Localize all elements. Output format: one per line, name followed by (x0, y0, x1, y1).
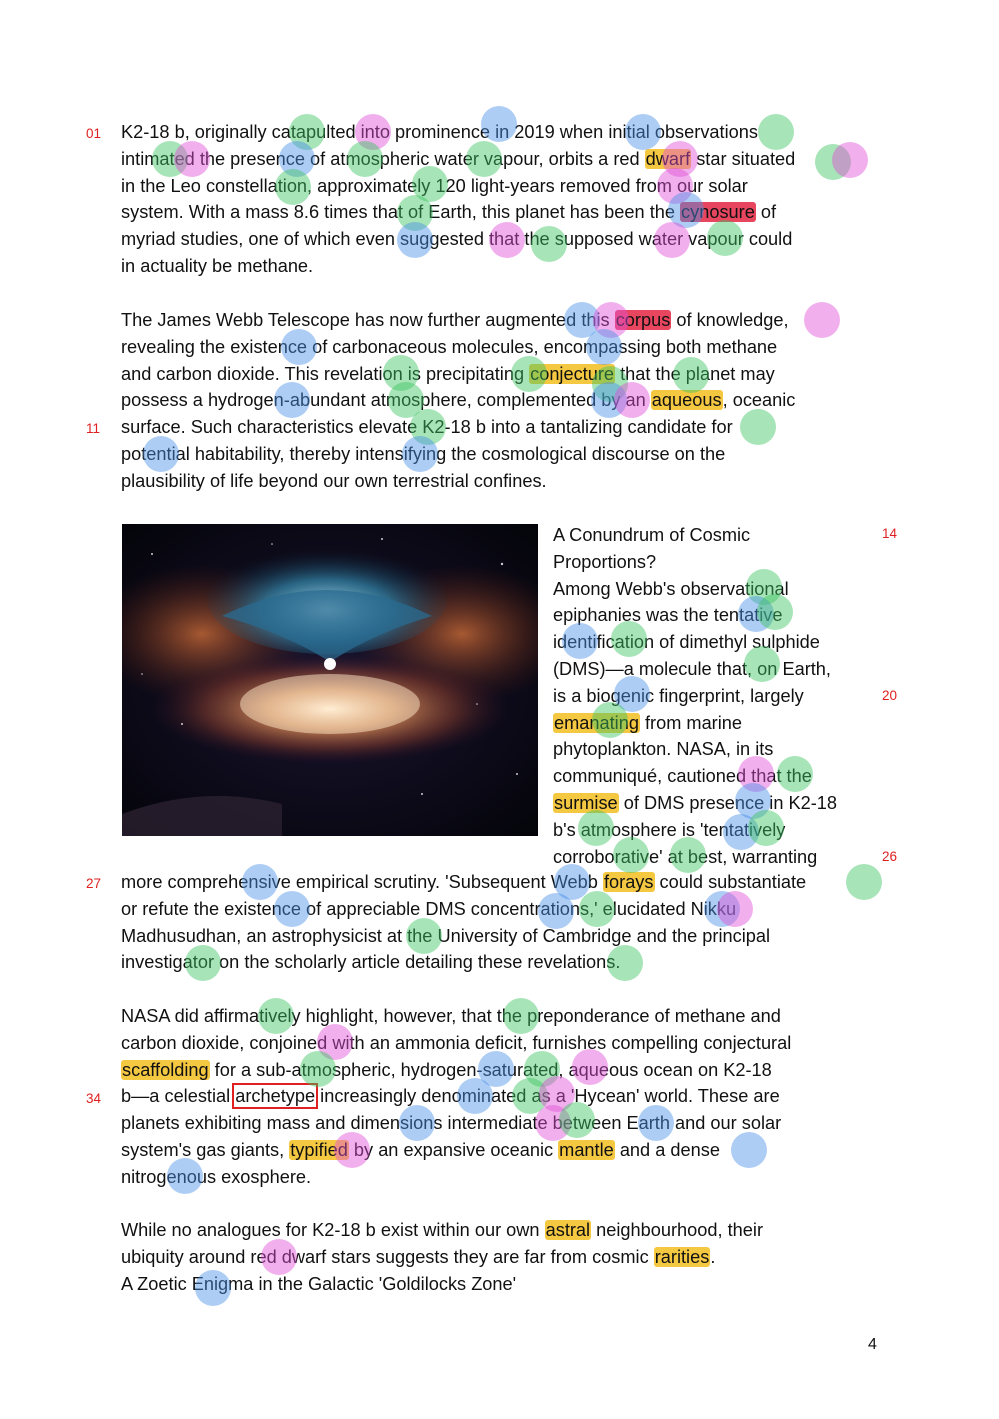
highlight-mantle[interactable]: mantle (559, 1139, 614, 1160)
text-span: from marine (639, 712, 743, 733)
text-line (121, 1083, 791, 1110)
text-line (121, 1244, 763, 1271)
text-line: corroborative' at best, warranting (553, 846, 818, 867)
text-line: Among Webb's observational (553, 578, 789, 599)
text-line: potential habitability, thereby intensifying the cosmological discourse on the (121, 443, 726, 464)
highlight-corpus[interactable]: corpus (615, 310, 671, 330)
page-number: 4 (868, 1336, 877, 1353)
boxed-word-archetype[interactable]: archetype (235, 1086, 316, 1107)
paragraph-2 (121, 307, 795, 495)
text-line: epiphanies was the tentative (553, 605, 783, 626)
text-span: increasingly denominated as a 'Hycean' world. These are (315, 1086, 780, 1107)
text-line: phytoplankton. NASA, in its (553, 739, 774, 760)
side-column (553, 522, 837, 870)
text-line: K2-18 b, originally catapulted into prominence in 2019 when initial observations (121, 122, 758, 142)
text-line (553, 710, 837, 737)
text-span: that the planet may (615, 363, 775, 384)
highlight-cynosure[interactable]: cynosure (681, 202, 755, 223)
nebula-illustration (122, 524, 538, 836)
text-line: carbon dioxide, conjoined with an ammonia deficit, furnishes compelling conjectural (121, 1032, 792, 1053)
section-heading-line: A Conundrum of Cosmic (553, 525, 751, 545)
text-line: planets exhibiting mass and dimensions intermediate between Earth and our solar (121, 1113, 782, 1134)
highlight-rarities[interactable]: rarities (654, 1246, 710, 1267)
text-line: communiqué, cautioned that the (553, 766, 812, 787)
text-line (121, 387, 795, 414)
text-line (121, 1217, 763, 1244)
text-line: nitrogenous exosphere. (121, 1166, 312, 1187)
text-line: is a biogenic fingerprint, largely (553, 685, 804, 706)
text-line: (DMS)—a molecule that, on Earth, (553, 658, 831, 679)
line-number-20: 20 (882, 688, 898, 703)
reading-dot (815, 144, 851, 180)
text-line: surface. Such characteristics elevate K2-18 b into a tantalizing candidate for (121, 417, 733, 438)
text-line: in the Leo constellation, approximately 120 light-years removed from our solar (121, 175, 748, 196)
text-line: in actuality be methane. (121, 255, 314, 276)
reading-dot (846, 864, 882, 900)
section-heading-line: Proportions? (553, 551, 657, 572)
text-line (121, 146, 795, 173)
subheading: A Zoetic Enigma in the Galactic 'Goldilocks Zone' (121, 1273, 517, 1294)
text-line (121, 1057, 791, 1084)
paragraph-4 (121, 1003, 791, 1191)
highlight-forays[interactable]: forays (603, 872, 654, 892)
text-span: . (710, 1246, 716, 1267)
text-span: b—a celestial (121, 1086, 236, 1107)
text-line: plausibility of life beyond our own terrestrial confines. (121, 470, 547, 491)
highlight-aqueous[interactable]: aqueous (651, 390, 722, 411)
text-line (553, 790, 837, 817)
text-span: by an expansive oceanic (348, 1139, 559, 1160)
text-span: of knowledge, (671, 310, 789, 330)
text-span: star situated (691, 148, 796, 169)
text-line (121, 199, 795, 226)
text-line: investigator on the scholarly article detailing these revelations. (121, 952, 621, 973)
line-number-14: 14 (882, 526, 898, 541)
text-line: Madhusudhan, an astrophysicist at the University of Cambridge and the principal (121, 925, 771, 946)
highlight-scaffolding[interactable]: scaffolding (122, 1059, 209, 1080)
nebula-image (122, 524, 538, 836)
text-span: intimated the presence of atmospheric water vapour, orbits a red (121, 148, 645, 169)
line-number-34: 34 (86, 1091, 102, 1106)
reading-dot (804, 302, 840, 338)
text-span: The James Webb Telescope has now further augmented this (121, 310, 615, 330)
text-line: myriad studies, one of which even suggested that the supposed water vapour could (121, 229, 793, 250)
text-line: or refute the existence of appreciable DMS concentrations,' elucidated Nikku (121, 898, 737, 919)
highlight-conjecture[interactable]: conjecture (530, 363, 615, 384)
text-line (121, 307, 795, 334)
text-span: could substantiate (654, 872, 807, 892)
text-span: and carbon dioxide. This revelation is precipitating (121, 363, 530, 384)
text-line: NASA did affirmatively highlight, however, that the preponderance of methane and (121, 1006, 781, 1026)
text-span: more comprehensive empirical scrutiny. 'Subsequent Webb (121, 872, 603, 892)
text-line: revealing the existence of carbonaceous molecules, encompassing both methane (121, 336, 778, 357)
text-span: and a dense (614, 1139, 720, 1160)
line-number-11: 11 (86, 421, 101, 436)
text-span: neighbourhood, their (591, 1220, 763, 1240)
text-line (121, 361, 795, 388)
paragraph-3 (121, 869, 806, 976)
text-span: , oceanic (722, 390, 796, 411)
text-line (121, 1137, 791, 1164)
highlight-dwarf[interactable]: dwarf (645, 148, 691, 169)
highlight-emanating[interactable]: emanating (554, 712, 639, 733)
text-line (121, 869, 806, 896)
text-span: While no analogues for K2-18 b exist within our own (121, 1220, 545, 1240)
text-line: b's atmosphere is 'tentatively (553, 819, 786, 840)
highlight-astral[interactable]: astral (545, 1220, 591, 1240)
reading-dot (832, 142, 868, 178)
line-number-26: 26 (882, 849, 898, 864)
text-line: identification of dimethyl sulphide (553, 632, 820, 653)
text-span: system's gas giants, (121, 1139, 290, 1160)
text-span: for a sub-atmospheric, hydrogen-saturated, aqueous ocean on K2-18 (209, 1059, 772, 1080)
line-number-27: 27 (86, 876, 102, 891)
text-span: system. With a mass 8.6 times that of Earth, this planet has been the (121, 202, 681, 223)
text-span: of (755, 202, 777, 223)
text-span: of DMS presence in K2-18 (618, 792, 838, 813)
highlight-surmise[interactable]: surmise (554, 792, 618, 813)
line-number-01: 01 (86, 126, 102, 141)
paragraph-5 (121, 1217, 763, 1297)
highlight-typified[interactable]: typified (290, 1139, 348, 1160)
paragraph-1 (121, 119, 795, 280)
text-span: ubiquity around red dwarf stars suggests they are far from cosmic (121, 1246, 654, 1267)
text-span: possess a hydrogen-abundant atmosphere, complemented by an (121, 390, 651, 411)
